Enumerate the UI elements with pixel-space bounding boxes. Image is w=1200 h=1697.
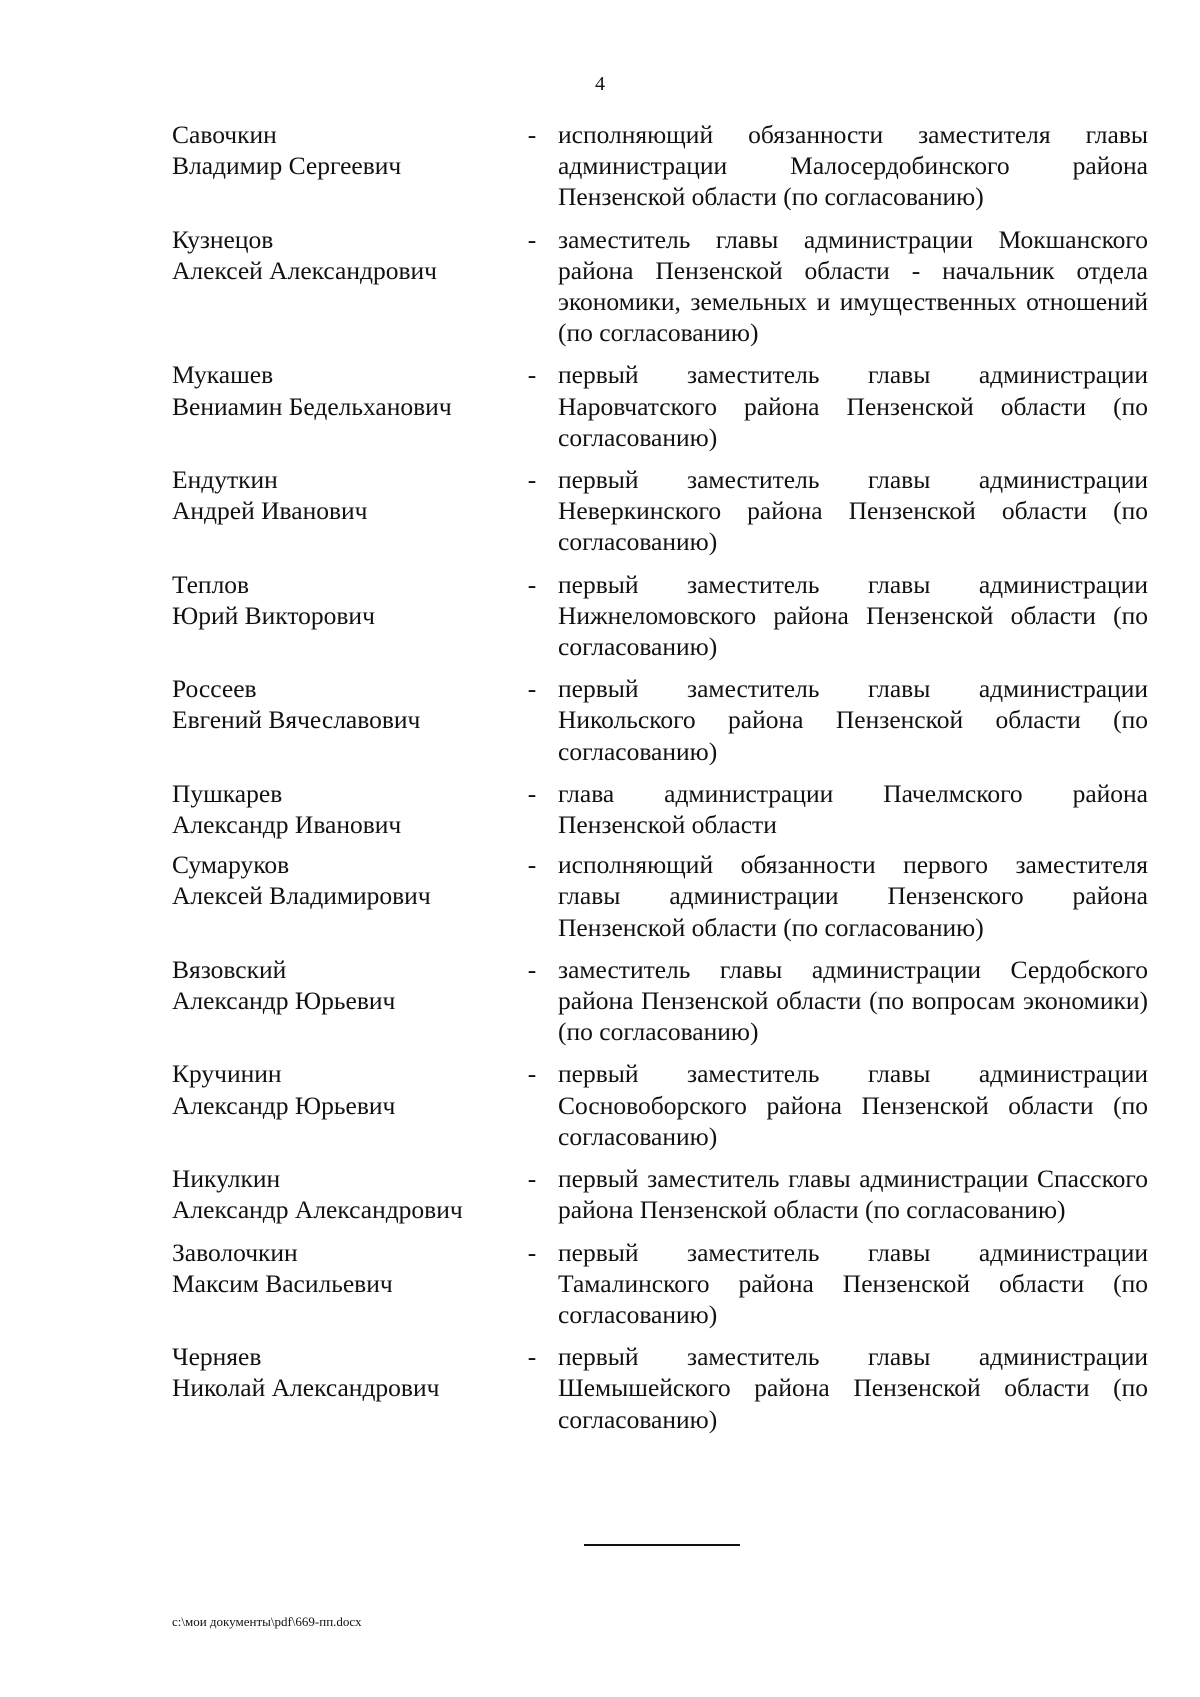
member-name	[172, 778, 512, 840]
member-surname: Теплов	[172, 569, 250, 599]
member-given-names: Юрий Викторович	[172, 600, 375, 630]
member-name	[172, 224, 512, 286]
member-position: первый заместитель главы администрации Шемышейского района Пензенской области (по согласованию)	[558, 1342, 1148, 1434]
member-name	[172, 1058, 512, 1120]
member-surname: Ендуткин	[172, 465, 278, 495]
member-given-names: Алексей Владимирович	[172, 881, 431, 911]
dash-separator: -	[527, 569, 537, 599]
member-position: исполняющий обязанности заместителя главы администрации Малосердобинского района Пензенской области (по согласованию)	[558, 120, 1148, 212]
dash-separator: -	[527, 954, 537, 984]
dash-separator: -	[527, 850, 537, 880]
member-surname: Мукашев	[172, 360, 274, 390]
member-row	[172, 359, 1148, 453]
member-row	[172, 1058, 1148, 1152]
member-given-names: Андрей Иванович	[172, 496, 368, 526]
page-number: 4	[595, 73, 605, 95]
member-row	[172, 1163, 1148, 1225]
member-position: исполняющий обязанности первого заместителя главы администрации Пензенского района Пензенской области (по согласованию)	[558, 850, 1148, 942]
dash-separator: -	[527, 1164, 537, 1194]
member-surname: Кручинин	[172, 1059, 282, 1089]
member-given-names: Евгений Вячеславович	[172, 705, 421, 735]
member-position: глава администрации Пачелмского района Пензенской области	[558, 778, 1148, 840]
member-given-names: Владимир Сергеевич	[172, 151, 402, 181]
member-position: первый заместитель главы администрации Неверкинского района Пензенской области (по согласованию)	[558, 465, 1148, 557]
member-row	[172, 849, 1148, 943]
dash-separator: -	[527, 1059, 537, 1089]
dash-separator: -	[527, 224, 537, 254]
member-row	[172, 464, 1148, 558]
member-row	[172, 569, 1148, 663]
member-name	[172, 359, 512, 421]
member-list	[172, 119, 1148, 1446]
member-surname: Вязовский	[172, 954, 287, 984]
member-surname: Заволочкин	[172, 1237, 298, 1267]
member-name	[172, 954, 512, 1016]
member-row	[172, 1237, 1148, 1331]
member-surname: Сумаруков	[172, 850, 290, 880]
member-name	[172, 464, 512, 526]
member-row	[172, 224, 1148, 349]
member-row	[172, 778, 1148, 840]
member-name	[172, 849, 512, 911]
member-position: заместитель главы администрации Мокшанского района Пензенской области - начальник отдела экономики, земельных и имущественных отношений (по согласованию)	[558, 224, 1148, 348]
member-given-names: Алексей Александрович	[172, 255, 437, 285]
dash-separator: -	[527, 1237, 537, 1267]
member-surname: Пушкарев	[172, 778, 283, 808]
dash-separator: -	[527, 674, 537, 704]
dash-separator: -	[527, 465, 537, 495]
member-given-names: Александр Юрьевич	[172, 986, 396, 1016]
member-row	[172, 1341, 1148, 1435]
member-surname: Россеев	[172, 674, 257, 704]
member-position: первый заместитель главы администрации Никольского района Пензенской области (по согласованию)	[558, 674, 1148, 766]
member-row	[172, 119, 1148, 213]
member-name	[172, 569, 512, 631]
member-name	[172, 1341, 512, 1403]
member-name	[172, 1237, 512, 1299]
member-given-names: Вениамин Бедельханович	[172, 391, 452, 421]
member-position: первый заместитель главы администрации Нижнеломовского района Пензенской области (по согласованию)	[558, 569, 1148, 662]
end-of-list-rule	[584, 1544, 740, 1546]
member-given-names: Александр Юрьевич	[172, 1090, 396, 1120]
dash-separator: -	[527, 1342, 537, 1372]
member-position: первый заместитель главы администрации Спасского района Пензенской области (по согласованию)	[558, 1164, 1148, 1225]
member-position: заместитель главы администрации Сердобского района Пензенской области (по вопросам экономики) (по согласованию)	[558, 954, 1148, 1047]
dash-separator: -	[527, 120, 537, 149]
member-surname: Черняев	[172, 1342, 262, 1372]
member-row	[172, 673, 1148, 767]
member-given-names: Александр Иванович	[172, 810, 402, 840]
member-position: первый заместитель главы администрации Сосновоборского района Пензенской области (по согласованию)	[558, 1059, 1148, 1151]
member-name	[172, 673, 512, 735]
dash-separator: -	[527, 360, 537, 390]
member-given-names: Николай Александрович	[172, 1373, 440, 1403]
member-position: первый заместитель главы администрации Тамалинского района Пензенской области (по согласованию)	[558, 1237, 1148, 1329]
member-given-names: Александр Александрович	[172, 1195, 463, 1225]
member-surname: Кузнецов	[172, 224, 274, 254]
member-surname: Никулкин	[172, 1164, 281, 1194]
member-row	[172, 954, 1148, 1048]
member-name	[172, 1163, 512, 1225]
footer-file-path: c:\мои документы\pdf\669-пп.docx	[172, 1614, 362, 1629]
member-name	[172, 119, 512, 181]
member-position: первый заместитель главы администрации Наровчатского района Пензенской области (по согласованию)	[558, 360, 1148, 452]
member-surname: Савочкин	[172, 120, 277, 149]
member-given-names: Максим Васильевич	[172, 1268, 393, 1298]
dash-separator: -	[527, 778, 537, 808]
